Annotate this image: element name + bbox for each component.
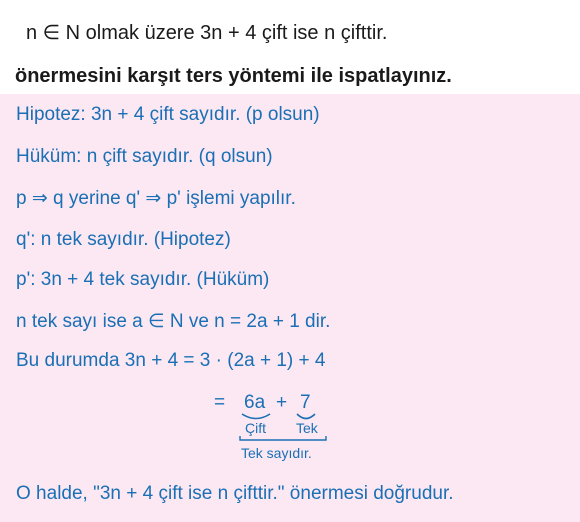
- conclusion-line: Hüküm: n çift sayıdır. (q olsun): [16, 146, 273, 167]
- assumption-line: n tek sayı ise a ∈ N ve n = 2a + 1 dir.: [16, 311, 331, 332]
- p-prime-line: p': 3n + 4 tek sayıdır. (Hüküm): [16, 269, 270, 290]
- equals-sign: =: [214, 392, 226, 413]
- label-odd: Tek: [296, 420, 318, 436]
- term-6a: 6a: [244, 392, 266, 413]
- label-even: Çift: [245, 420, 266, 436]
- term-7: 7: [300, 392, 311, 413]
- problem-statement: n ∈ N olmak üzere 3n + 4 çift ise n çifttir.: [26, 22, 388, 44]
- q-prime-line: q': n tek sayıdır. (Hipotez): [16, 229, 231, 250]
- brace-7: [297, 414, 315, 419]
- label-odd-number: Tek sayıdır.: [241, 445, 312, 461]
- method-line: p ⇒ q yerine q' ⇒ p' işlemi yapılır.: [16, 188, 296, 209]
- problem-header: [0, 0, 580, 94]
- brace-sum: [240, 436, 326, 440]
- hypothesis-line: Hipotez: 3n + 4 çift sayıdır. (p olsun): [16, 104, 320, 125]
- plus-sign: +: [276, 392, 288, 413]
- final-line: O halde, "3n + 4 çift ise n çifttir." önermesi doğrudur.: [16, 483, 454, 504]
- brace-6a: [242, 414, 270, 419]
- expression-line: Bu durumda 3n + 4 = 3 · (2a + 1) + 4: [16, 350, 326, 371]
- problem-instruction: önermesini karşıt ters yöntemi ile ispatlayınız.: [15, 65, 452, 87]
- solution-panel: [0, 94, 580, 522]
